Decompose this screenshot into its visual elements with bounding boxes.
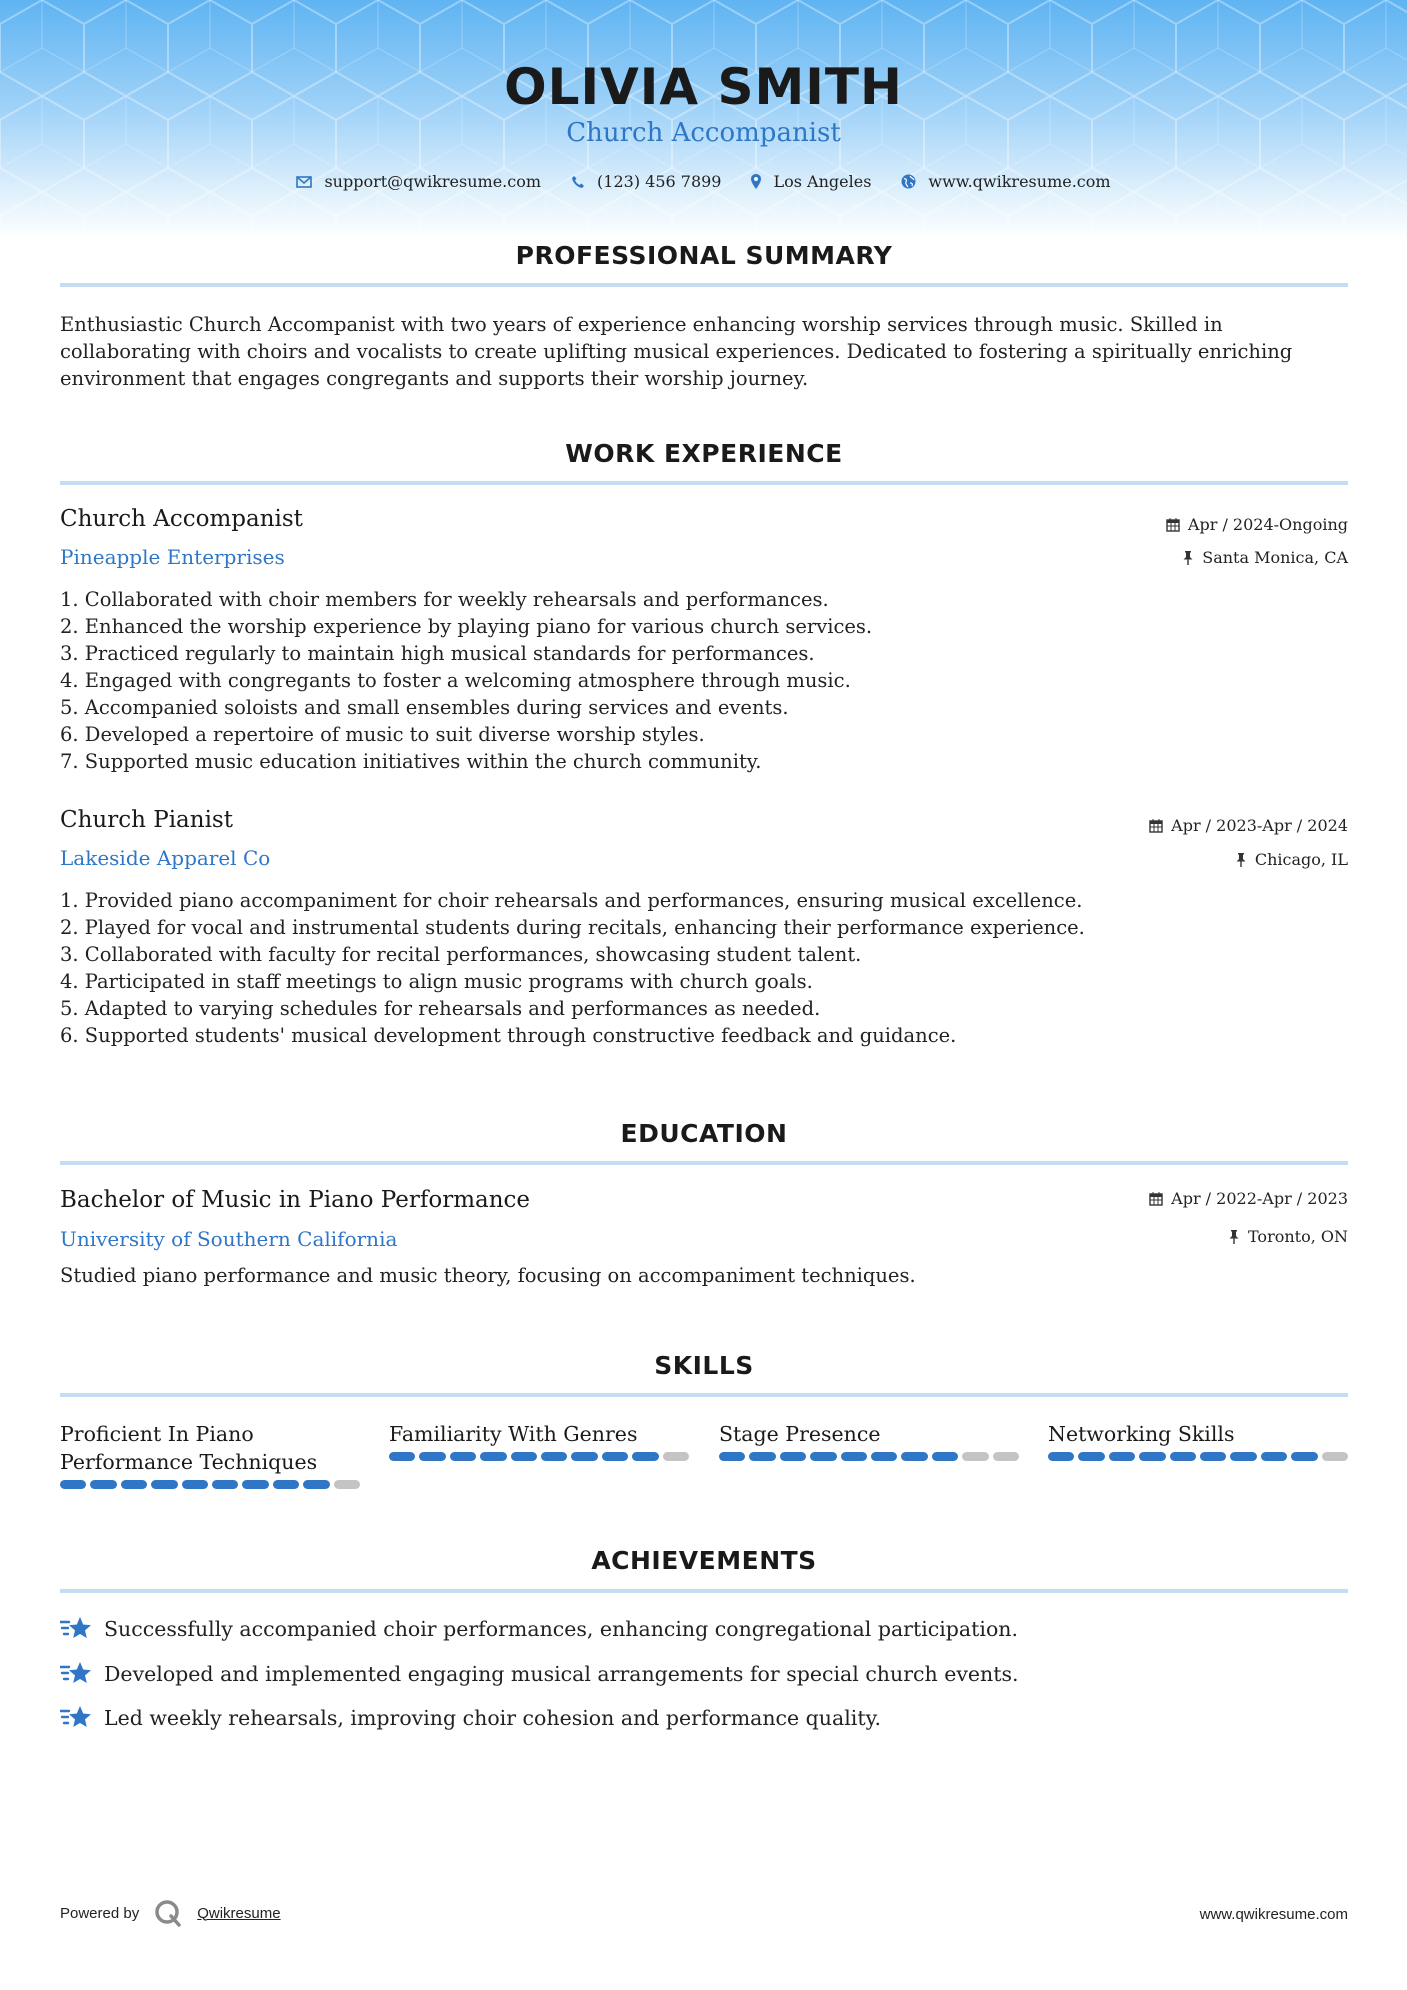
skill-segment-empty [663,1452,689,1461]
skill-segment-filled [780,1452,806,1461]
list-item: 1. Collaborated with choir members for weekly rehearsals and performances. [60,588,829,611]
skill-segment-filled [810,1452,836,1461]
skill-segment-empty [962,1452,988,1461]
skill-segment-filled [303,1480,329,1489]
calendar-icon [1149,819,1163,833]
skill-level-bar [719,1452,1019,1461]
skill-segment-filled [450,1452,476,1461]
contact-website-text: www.qwikresume.com [928,172,1111,191]
achievement-item [60,1616,1018,1642]
list-item: 2. Enhanced the worship experience by playing piano for various church services. [60,615,873,638]
job-dates [1149,816,1348,835]
list-item: 3. Collaborated with faculty for recital performances, showcasing student talent. [60,943,862,966]
skill-segment-filled [212,1480,238,1489]
skill-segment-filled [389,1452,415,1461]
summary-divider [60,283,1348,287]
contact-bar [0,172,1407,191]
skill-segment-filled [1048,1452,1074,1461]
skill-segment-filled [901,1452,927,1461]
job-location [1182,548,1348,567]
achievement-text: Developed and implemented engaging musical arrangements for special church events. [104,1662,1019,1686]
skills-divider [60,1393,1348,1397]
job-bullets [60,586,1348,775]
job-dates-text: Apr / 2023-Apr / 2024 [1171,816,1348,835]
skill-segment-filled [1109,1452,1135,1461]
star-icon [60,1616,92,1642]
summary-heading: PROFESSIONAL SUMMARY [515,241,893,270]
skill-item [389,1420,689,1461]
job-bullets [60,887,1348,1049]
achievements-divider [60,1589,1348,1593]
skill-segment-filled [932,1452,958,1461]
experience-heading: WORK EXPERIENCE [565,439,843,468]
job-location-text: Santa Monica, CA [1202,548,1348,567]
contact-email[interactable] [296,172,541,191]
achievements-heading: ACHIEVEMENTS [591,1546,817,1575]
list-item: 3. Practiced regularly to maintain high musical standards for performances. [60,642,815,665]
skill-segment-filled [1261,1452,1287,1461]
job-dates [1166,515,1348,534]
skill-segment-filled [480,1452,506,1461]
qwikresume-link[interactable]: Qwikresume [197,1904,281,1922]
skill-segment-filled [182,1480,208,1489]
skill-label: Proficient In Piano Performance Techniques [60,1422,318,1474]
education-dates-text: Apr / 2022-Apr / 2023 [1171,1189,1348,1208]
list-item: 7. Supported music education initiatives within the church community. [60,750,762,773]
summary-text: Enthusiastic Church Accompanist with two years of experience enhancing worship services through music. Skilled in collaborating with choirs and vocalists to create uplifting musical experiences. Dedicated to fostering a spiritually enriching environment that engages congregants and supports their worship journey. [60,313,1293,390]
contact-phone-text: (123) 456 7899 [597,172,722,191]
job-company: Lakeside Apparel Co [60,846,271,870]
skill-level-bar [389,1452,689,1461]
skill-segment-filled [511,1452,537,1461]
skill-level-bar [60,1480,360,1489]
pushpin-icon [1235,853,1247,867]
education-description: Studied piano performance and music theory, focusing on accompaniment techniques. [60,1264,916,1287]
job-location [1235,850,1348,869]
education-school: University of Southern California [60,1227,398,1251]
list-item: 4. Participated in staff meetings to align music programs with church goals. [60,970,813,993]
achievement-text: Successfully accompanied choir performances, enhancing congregational participation. [104,1617,1019,1641]
skill-segment-filled [151,1480,177,1489]
job-location-text: Chicago, IL [1254,850,1348,869]
contact-location [751,172,871,191]
pushpin-icon [1182,551,1194,565]
skill-segment-filled [719,1452,745,1461]
star-icon [60,1705,92,1731]
skill-label: Stage Presence [719,1422,881,1446]
map-pin-icon [751,174,761,189]
skill-segment-filled [1078,1452,1104,1461]
calendar-icon [1149,1192,1163,1206]
candidate-name: OLIVIA SMITH [504,58,903,116]
star-icon [60,1661,92,1687]
pushpin-icon [1228,1230,1240,1244]
skill-segment-filled [632,1452,658,1461]
skill-level-bar [1048,1452,1348,1461]
list-item: 2. Played for vocal and instrumental students during recitals, enhancing their performance experience. [60,916,1085,939]
list-item: 6. Developed a repertoire of music to suit diverse worship styles. [60,723,705,746]
list-item: 5. Accompanied soloists and small ensembles during services and events. [60,696,789,719]
skills-heading: SKILLS [654,1351,754,1380]
contact-email-text: support@qwikresume.com [324,172,542,191]
phone-icon [571,175,585,189]
list-item: 1. Provided piano accompaniment for choir rehearsals and performances, ensuring musical excellence. [60,889,1083,912]
skill-item [1048,1420,1348,1461]
skill-segment-filled [273,1480,299,1489]
skill-segment-filled [1230,1452,1256,1461]
contact-location-text: Los Angeles [773,172,872,191]
skill-segment-empty [1322,1452,1348,1461]
skill-item [719,1420,1019,1461]
skill-segment-filled [541,1452,567,1461]
footer-website[interactable]: www.qwikresume.com [1199,1906,1348,1923]
skill-segment-filled [242,1480,268,1489]
globe-icon [901,174,916,189]
skill-segment-empty [993,1452,1019,1461]
calendar-icon [1166,518,1180,532]
education-divider [60,1161,1348,1165]
education-dates [1149,1189,1348,1208]
job-company: Pineapple Enterprises [60,545,285,569]
list-item: 4. Engaged with congregants to foster a welcoming atmosphere through music. [60,669,851,692]
qwikresume-logo-icon [153,1898,183,1928]
skill-segment-filled [1291,1452,1317,1461]
skill-segment-filled [1139,1452,1165,1461]
skill-segment-filled [419,1452,445,1461]
education-location-text: Toronto, ON [1248,1227,1348,1246]
education-degree: Bachelor of Music in Piano Performance [60,1187,531,1213]
list-item: 6. Supported students' musical development through constructive feedback and guidance. [60,1024,957,1047]
footer-powered-by [60,1898,281,1928]
experience-divider [60,481,1348,485]
skill-segment-filled [749,1452,775,1461]
skill-segment-filled [841,1452,867,1461]
envelope-icon [296,176,312,188]
job-title: Church Accompanist [60,506,303,532]
skill-item [60,1420,360,1489]
achievement-item [60,1661,1019,1687]
skill-segment-filled [571,1452,597,1461]
list-item: 5. Adapted to varying schedules for rehearsals and performances as needed. [60,997,821,1020]
skill-label: Familiarity With Genres [389,1422,638,1446]
contact-phone[interactable] [571,172,721,191]
contact-website[interactable] [901,172,1110,191]
powered-by-label: Powered by [60,1904,140,1922]
skill-segment-filled [1170,1452,1196,1461]
skill-segment-filled [871,1452,897,1461]
skill-segment-filled [602,1452,628,1461]
achievement-item [60,1705,881,1731]
education-heading: EDUCATION [620,1119,788,1148]
skill-segment-filled [90,1480,116,1489]
skill-segment-filled [60,1480,86,1489]
achievement-text: Led weekly rehearsals, improving choir cohesion and performance quality. [104,1706,881,1730]
education-location [1228,1227,1348,1246]
skill-label: Networking Skills [1048,1422,1235,1446]
skill-segment-filled [1200,1452,1226,1461]
job-title: Church Pianist [60,807,233,833]
candidate-title: Church Accompanist [566,118,841,148]
skill-segment-filled [121,1480,147,1489]
job-dates-text: Apr / 2024-Ongoing [1187,515,1348,534]
skill-segment-empty [334,1480,360,1489]
